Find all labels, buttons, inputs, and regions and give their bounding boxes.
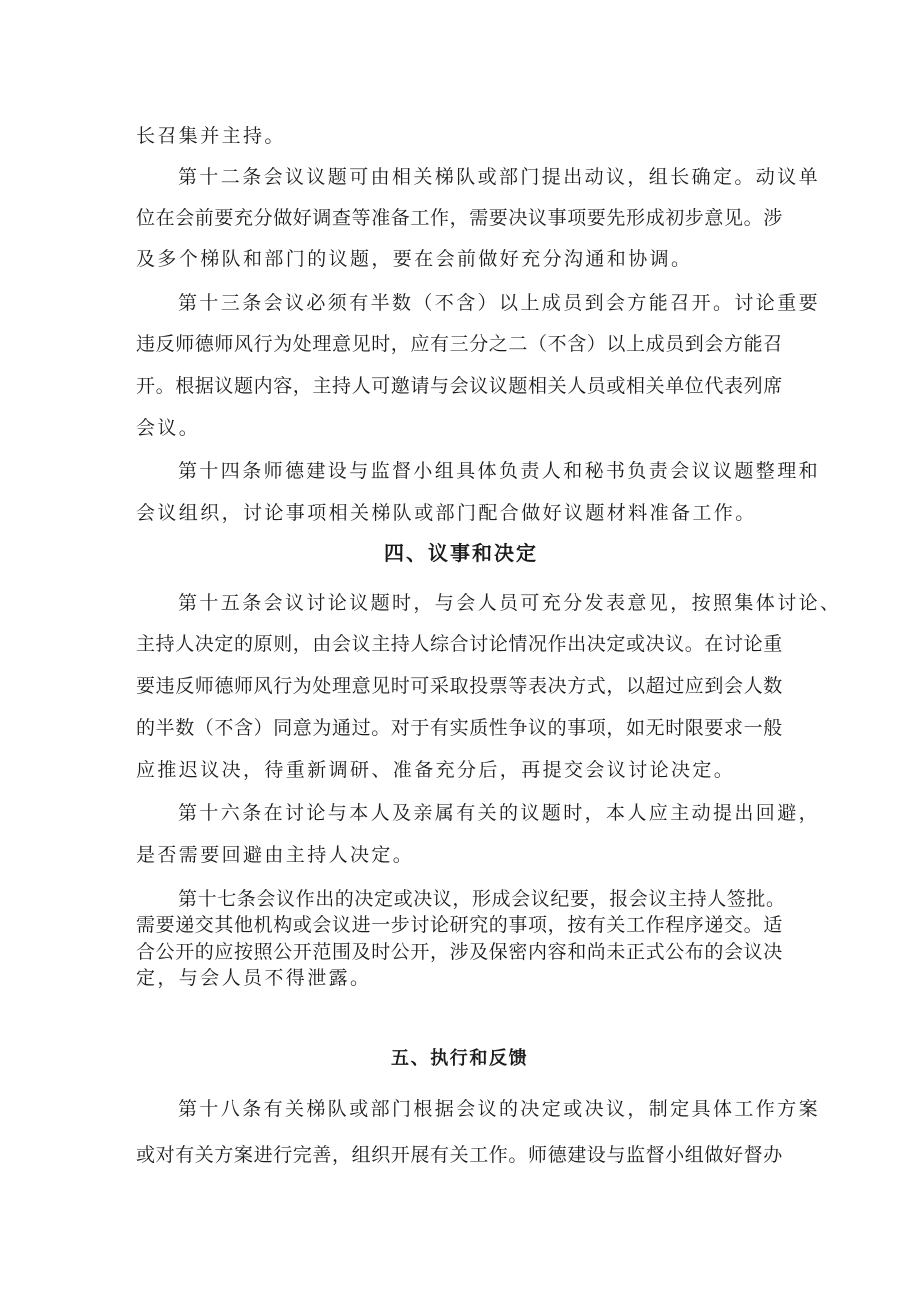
- paragraph-line: 或对有关方案进行完善，组织开展有关工作。师德建设与监督小组做好督办: [136, 1144, 783, 1166]
- paragraph-line: 是否需要回避由主持人决定。: [136, 844, 415, 866]
- paragraph-line: 会议。: [136, 417, 201, 439]
- paragraph-line: 违反师德师风行为处理意见时，应有三分之二（不含）以上成员到会方能召: [136, 333, 783, 355]
- paragraph-line: 第十二条会议议题可由相关梯队或部门提出动议，组长确定。动议单: [178, 166, 821, 188]
- paragraph-line: 第十五条会议讨论议题时，与会人员可充分发表意见，按照集体讨论、: [178, 592, 842, 614]
- paragraph-line: 的半数（不含）同意为通过。对于有实质性争议的事项，如无时限要求一般: [136, 717, 783, 739]
- paragraph-line: 第十三条会议必须有半数（不含）以上成员到会方能召开。讨论重要: [178, 292, 821, 314]
- paragraph-line: 第十七条会议作出的决定或决议，形成会议纪要，报会议主持人签批。: [178, 888, 786, 910]
- paragraph-line: 要违反师德师风行为处理意见时可采取投票等表决方式，以超过应到会人数: [136, 675, 783, 697]
- paragraph-line: 及多个梯队和部门的议题，要在会前做好充分沟通和协调。: [136, 248, 693, 270]
- paragraph-line: 位在会前要充分做好调查等准备工作，需要决议事项要先形成初步意见。涉: [136, 207, 783, 229]
- paragraph-line: 第十四条师德建设与监督小组具体负责人和秘书负责会议议题整理和: [178, 460, 821, 482]
- section-heading: 四、议事和决定: [384, 541, 538, 565]
- paragraph-line: 需要递交其他机构或会议进一步讨论研究的事项，按有关工作程序递交。适: [136, 914, 783, 936]
- paragraph-line: 长召集并主持。: [136, 125, 286, 147]
- paragraph-line: 第十八条有关梯队或部门根据会议的决定或决议，制定具体工作方案: [178, 1098, 821, 1120]
- paragraph-line: 开。根据议题内容，主持人可邀请与会议议题相关人员或相关单位代表列席: [136, 375, 783, 397]
- paragraph-line: 主持人决定的原则，由会议主持人综合讨论情况作出决定或决议。在讨论重: [136, 633, 783, 655]
- paragraph-line: 应推迟议决，待重新调研、准备充分后，再提交会议讨论决定。: [136, 759, 736, 781]
- paragraph-line: 定，与会人员不得泄露。: [136, 967, 372, 989]
- paragraph-line: 会议组织，讨论事项相关梯队或部门配合做好议题材料准备工作。: [136, 502, 757, 524]
- paragraph-line: 合公开的应按照公开范围及时公开，涉及保密内容和尚未正式公布的会议决: [136, 941, 783, 963]
- section-heading: 五、执行和反馈: [391, 1048, 529, 1069]
- paragraph-line: 第十六条在讨论与本人及亲属有关的议题时，本人应主动提出回避，: [178, 802, 821, 824]
